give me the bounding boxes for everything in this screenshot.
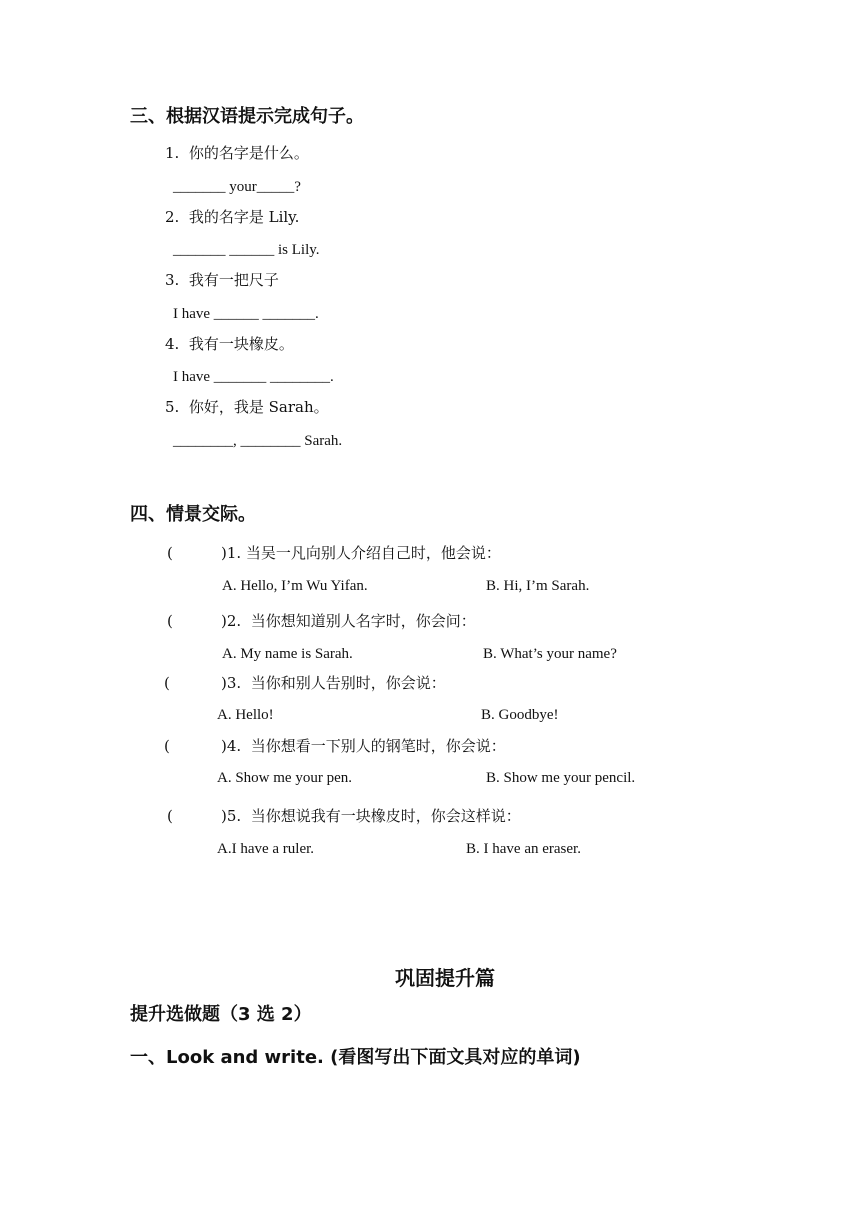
- s4-item-5-option-b: B. I have an eraser.: [466, 841, 581, 857]
- s3-item-4-answer: I have _______ ________.: [173, 369, 334, 385]
- s4-item-3-option-a: A. Hello!: [217, 707, 274, 723]
- s3-item-1-answer: _______ your_____?: [173, 179, 301, 195]
- s4-item-5-option-a: A.I have a ruler.: [217, 841, 315, 857]
- s4-item-5-question: )5. 当你想说我有一块橡皮时，你会这样说：: [221, 807, 521, 825]
- section-1-title: 一、Look and write. (看图写出下面文具对应的单词): [130, 1047, 581, 1068]
- s3-item-5-prompt: 5. 你好，我是 Sarah。: [165, 398, 329, 416]
- s4-item-1-option-b: B. Hi, I’m Sarah.: [486, 578, 590, 594]
- s3-item-5-answer: ________, ________ Sarah.: [173, 433, 343, 449]
- optional-title: 提升选做题（3 选 2）: [130, 1004, 312, 1025]
- s4-item-4-option-a: A. Show me your pen.: [217, 770, 352, 786]
- section-4-title: 四、情景交际。: [130, 504, 256, 525]
- s3-item-3-prompt: 3. 我有一把尺子: [165, 271, 279, 289]
- s4-item-1-option-a: A. Hello, I’m Wu Yifan.: [222, 578, 368, 594]
- s4-item-3-question: )3. 当你和别人告别时，你会说：: [221, 674, 446, 692]
- s4-item-1-bracket: (: [167, 544, 173, 562]
- s3-item-4-prompt: 4. 我有一块橡皮。: [165, 335, 294, 353]
- s3-item-2-answer: _______ ______ is Lily.: [173, 242, 320, 258]
- s4-item-2-option-a: A. My name is Sarah.: [222, 646, 353, 662]
- s4-item-4-question: )4. 当你想看一下别人的钢笔时，你会说：: [221, 737, 506, 755]
- s4-item-4-bracket: (: [164, 737, 170, 755]
- s4-item-2-option-b: B. What’s your name?: [483, 646, 617, 662]
- s4-item-2-question: )2. 当你想知道别人名字时，你会问：: [221, 612, 476, 630]
- s4-item-5-bracket: (: [167, 807, 173, 825]
- s4-item-2-bracket: (: [167, 612, 173, 630]
- s4-item-3-bracket: (: [164, 674, 170, 692]
- s4-item-4-option-b: B. Show me your pencil.: [486, 770, 636, 786]
- s3-item-1-prompt: 1. 你的名字是什么。: [165, 144, 309, 162]
- s4-item-1-question: )1. 当吴一凡向别人介绍自己时，他会说：: [221, 544, 501, 562]
- s3-item-3-answer: I have ______ _______.: [173, 306, 319, 322]
- section-3-title: 三、根据汉语提示完成句子。: [130, 106, 364, 127]
- s3-item-2-prompt: 2. 我的名字是 Lily.: [165, 208, 300, 226]
- part-title: 巩固提升篇: [395, 966, 495, 990]
- s4-item-3-option-b: B. Goodbye!: [481, 707, 559, 723]
